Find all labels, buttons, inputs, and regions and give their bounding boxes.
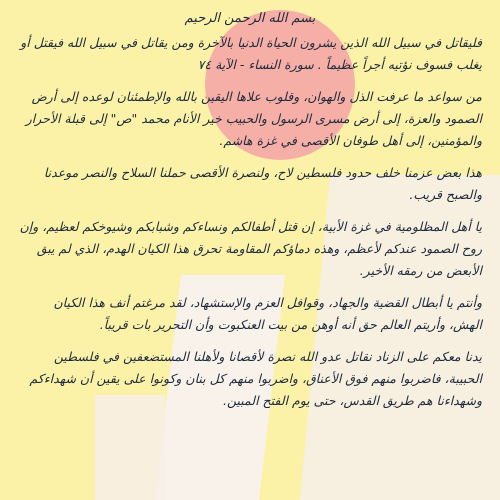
letter-paragraph: هذا بعض عزمنا خلف حدود فلسطين لاح، ولنصرة الأقصى حملنا السلاح والنصر موعدنا والصبح قريب. <box>43 165 482 202</box>
letter-paragraph: يا أهل المظلومية في غزة الأبية، إن قتل أطفالكم ونساءكم وشبابكم وشيوخكم لعظيم، وإن روح الصمود عندكم لأعظم، وهذه دماؤكم المقاومة تحرق هذا الكيان الهدم، الذي لم يبق الأبعض من رمقه الأخير. <box>19 219 482 278</box>
handwritten-letter <box>18 8 482 496</box>
basmala: بسم الله الرحمن الرحيم <box>184 11 316 26</box>
letter-paragraph: من سواعد ما عرفت الذل والهوان، وقلوب علاها اليقين بالله والإطمئنان لوعده إلى أرض الصمود والعزة، إلى أرض مسرى الرسول والحبيب خير الأنام محمد "ص" إلى قبلة الأحرار والمؤمنين، إلى أهل طوفان الأقصى في غزة هاشم. <box>25 89 482 148</box>
quran-verse-paragraph <box>18 32 482 76</box>
quran-verse: فليقاتل في سبيل الله الذين يشرون الحياة الدنيا بالآخرة ومن يقاتل في سبيل الله فيقتل أو يغلب فسوف نؤتيه أجراً عظيماً <box>20 35 482 72</box>
letter-paragraph: وأنتم يا أبطال القضية والجهاد، وقوافل العزم والإستشهاد، لقد مرغتم أنف هذا الكيان الهش، وأريتم العالم حق أنه أوهن من بيت العنكبوت وأن التحرير بات قريباً. <box>53 295 482 332</box>
verse-separator: . <box>313 57 322 72</box>
verse-reference: سورة النساء - الآية ٧٤ <box>197 57 314 72</box>
letter-paragraph: يدنا معكم على الزناد نقاتل عدو الله نصرة لأقصانا ولأهلنا المستضعفين في فلسطين الحبيبة، فاضربوا منهم فوق الأعناق، واضربوا منهم كل بنان وكونوا على يقين أن شهداءكم وشهداءنا هم طريق القدس، حتى يوم الفتح المبين. <box>29 349 482 408</box>
